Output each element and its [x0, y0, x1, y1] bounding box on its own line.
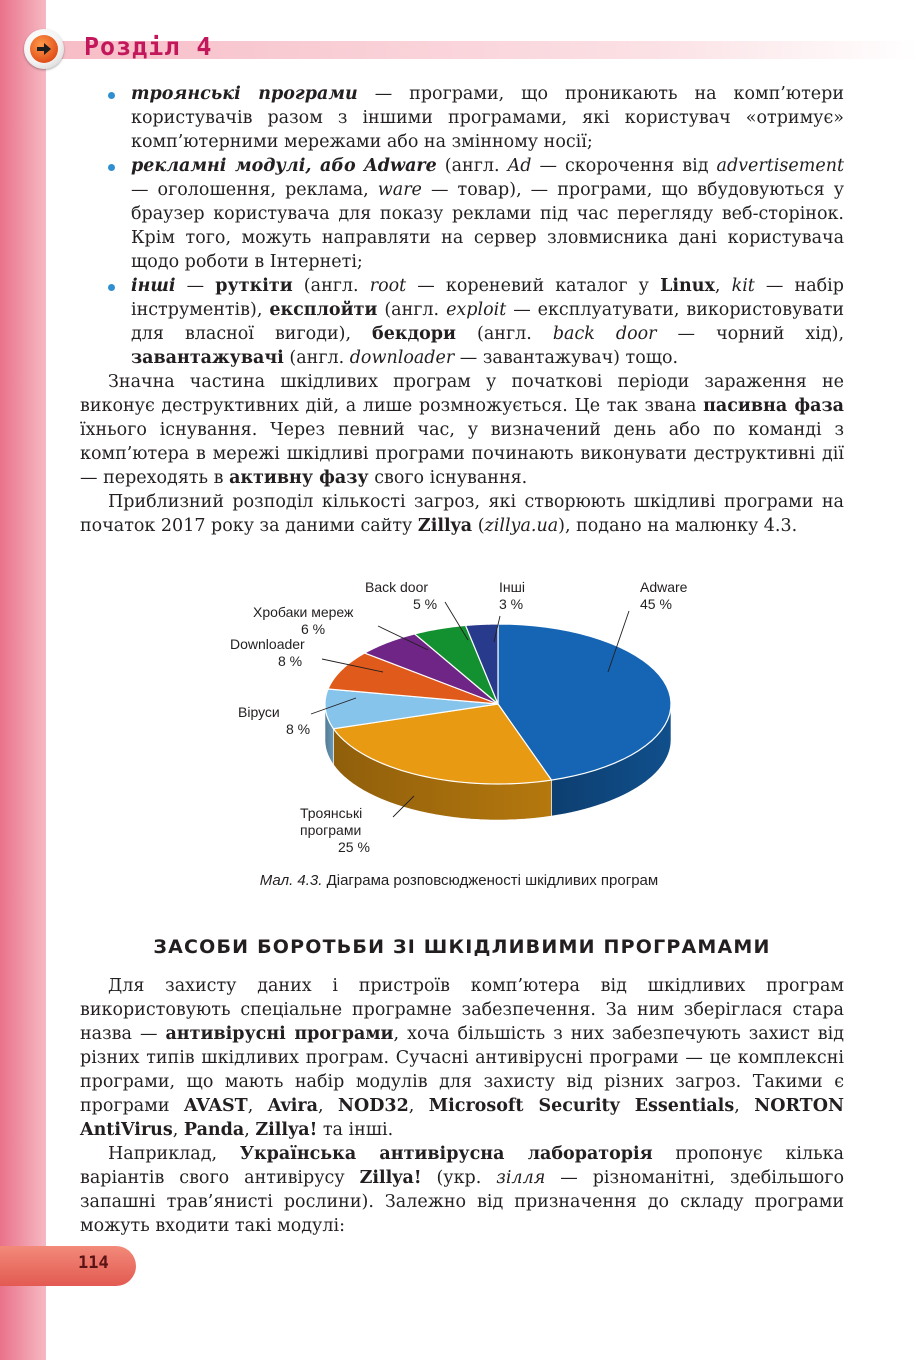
text: (англ.	[283, 348, 350, 368]
text: — завантажувач) тощо.	[454, 348, 679, 368]
paragraph-threat-distribution	[80, 490, 844, 538]
bold-term: Linux	[660, 276, 715, 296]
section-body	[80, 974, 844, 1238]
slice-label: Downloader	[230, 636, 305, 652]
slice-value-label: 45 %	[640, 596, 672, 612]
text: Для захисту даних і пристроїв комп’ютера від шкідливих програм використовують спеціальне програмне забезпечення. За ним зберіглася стара назва —	[80, 976, 844, 1044]
text: ), подано на малюнку 4.3.	[558, 516, 798, 536]
text: — експлуатувати, використовувати для власної вигоди),	[131, 300, 845, 344]
text: — набір інструментів),	[131, 276, 844, 320]
slice-value-label: 25 %	[338, 839, 370, 855]
chapter-title: Розділ 4	[84, 32, 213, 61]
text: ,	[408, 1096, 429, 1116]
chapter-nav-button[interactable]	[24, 29, 64, 69]
italic-term: exploit	[446, 300, 507, 320]
page-number: 114	[78, 1253, 109, 1273]
text: —	[175, 276, 216, 296]
pie-chart-svg	[200, 572, 720, 872]
text: ,	[247, 1096, 268, 1116]
text: пропонує кілька варіантів свого антивірусу	[80, 1144, 844, 1188]
list-item	[80, 154, 844, 274]
italic-term: zillya.ua	[484, 516, 559, 536]
caption-prefix: Мал. 4.3.	[259, 872, 323, 889]
list-item-text: — програми, що проникають на комп’ютери користувачів разом з іншими програмами, які користувач «отримує» комп’ютерними мережами або на змінному носії;	[131, 84, 844, 152]
text: ,	[244, 1120, 256, 1140]
italic-term: kit	[731, 276, 755, 296]
text: (англ.	[456, 324, 553, 344]
text: (укр.	[421, 1168, 497, 1188]
term: рекламні модулі, або Adware	[131, 156, 437, 176]
slice-value-label: 8 %	[286, 721, 311, 737]
bold-term: Zillya	[417, 516, 473, 536]
slice-value-label: 3 %	[499, 596, 524, 612]
bold-term: Українська антивірусна лабораторія	[239, 1144, 653, 1164]
text: та інші.	[317, 1120, 394, 1140]
bullet-icon	[108, 284, 115, 291]
text: Значна частина шкідливих програм у початкові періоди зараження не виконує деструктивних дій, а лише розмножується. Це так звана	[80, 372, 844, 416]
bold-term: завантажувачі	[131, 348, 284, 368]
bold-term: NORTON AntiVirus	[80, 1096, 844, 1140]
bold-term: Panda	[183, 1120, 245, 1140]
text: — різноманітні, здебільшого запашні трав’янисті рослини). Залежно від призначення до складу програми можуть входити такі модулі:	[80, 1168, 845, 1236]
text: — чорний хід),	[656, 324, 845, 344]
text: — оголошення, реклама,	[131, 180, 378, 200]
malware-types-list	[80, 82, 844, 538]
italic-term: ware	[377, 180, 422, 200]
bold-term: Zillya!	[255, 1120, 318, 1140]
caption-text: Діаграма розповсюдженості шкідливих програм	[322, 872, 659, 889]
chapter-header	[0, 28, 918, 68]
text: — скорочення від	[531, 156, 717, 176]
text: ,	[317, 1096, 338, 1116]
paragraph-zillya	[80, 1142, 844, 1238]
bold-term: NOD32	[337, 1096, 409, 1116]
bullet-icon	[108, 92, 115, 99]
text: Приблизний розподіл кількості загроз, які створюють шкідливі програми на початок 2017 року за даними сайту	[80, 492, 844, 536]
arrow-right-icon	[30, 35, 58, 63]
text: свого існування.	[368, 468, 528, 488]
malware-pie-chart	[200, 572, 720, 872]
bullet-icon	[108, 164, 115, 171]
text: ,	[714, 276, 732, 296]
text: ,	[172, 1120, 184, 1140]
slice-label: Хробаки мереж	[253, 604, 354, 620]
italic-term: back door	[552, 324, 657, 344]
slice-label: Інші	[499, 579, 525, 595]
bold-term: Zillya!	[359, 1168, 422, 1188]
italic-term: advertisement	[716, 156, 844, 176]
figure-caption	[0, 872, 918, 889]
paragraph-antivirus-intro	[80, 974, 844, 1142]
slice-value-label: 8 %	[278, 653, 303, 669]
text: , хоча більшість з них забезпечують захист від різних типів шкідливих програм. Сучасні антивірусні програми — це комплексні програми, що мають набір модулів для захисту від різних загроз. Такими є програми	[80, 1024, 844, 1116]
bold-term: активну фазу	[229, 468, 369, 488]
slice-label: Back door	[365, 579, 429, 595]
text: (англ.	[292, 276, 370, 296]
text: їхнього існування. Через певний час, у визначений день або по команді з комп’ютера в мережі шкідливі програми починають виконувати деструктивні дії — переходять в	[80, 420, 844, 488]
page-margin-band	[0, 0, 46, 1360]
text: ,	[734, 1096, 755, 1116]
term: троянські програми	[131, 84, 358, 104]
list-item	[80, 82, 844, 154]
bold-term: Avira	[267, 1096, 318, 1116]
bold-term: бекдори	[372, 324, 457, 344]
bold-term: антивірусні програми	[165, 1024, 394, 1044]
text: (англ.	[377, 300, 447, 320]
bold-term: Microsoft Security Essentials	[428, 1096, 735, 1116]
slice-label: Троянські	[300, 805, 363, 821]
slice-value-label: 6 %	[301, 621, 326, 637]
text: Наприклад,	[108, 1144, 240, 1164]
slice-label: Віруси	[238, 704, 280, 720]
page-number-tab	[0, 1246, 136, 1286]
slice-label: Adware	[640, 579, 688, 595]
text: (	[472, 516, 485, 536]
italic-term: root	[369, 276, 407, 296]
italic-term: зілля	[496, 1168, 546, 1188]
slice-label: програми	[300, 822, 362, 838]
bold-term: руткіти	[215, 276, 293, 296]
italic-term: downloader	[349, 348, 455, 368]
text: — кореневий каталог у	[406, 276, 661, 296]
paragraph-passive-active-phase	[80, 370, 844, 490]
bold-term: експлойти	[269, 300, 378, 320]
section-heading: ЗАСОБИ БОРОТЬБИ ЗІ ШКІДЛИВИМИ ПРОГРАМАМИ	[153, 936, 771, 958]
italic-term: Ad	[507, 156, 532, 176]
slice-value-label: 5 %	[413, 596, 438, 612]
bold-term: AVAST	[183, 1096, 248, 1116]
text: (англ.	[436, 156, 508, 176]
text: — товар), — програми, що вбудовуються у браузер користувача для показу реклами під час перегляду веб-сторінок. Крім того, можуть направляти на сервер зловмисника дані користувача щодо роботи в Інтернеті;	[131, 180, 844, 272]
bold-term: пасивна фаза	[703, 396, 845, 416]
term: інші	[131, 276, 176, 296]
list-item	[80, 274, 844, 370]
